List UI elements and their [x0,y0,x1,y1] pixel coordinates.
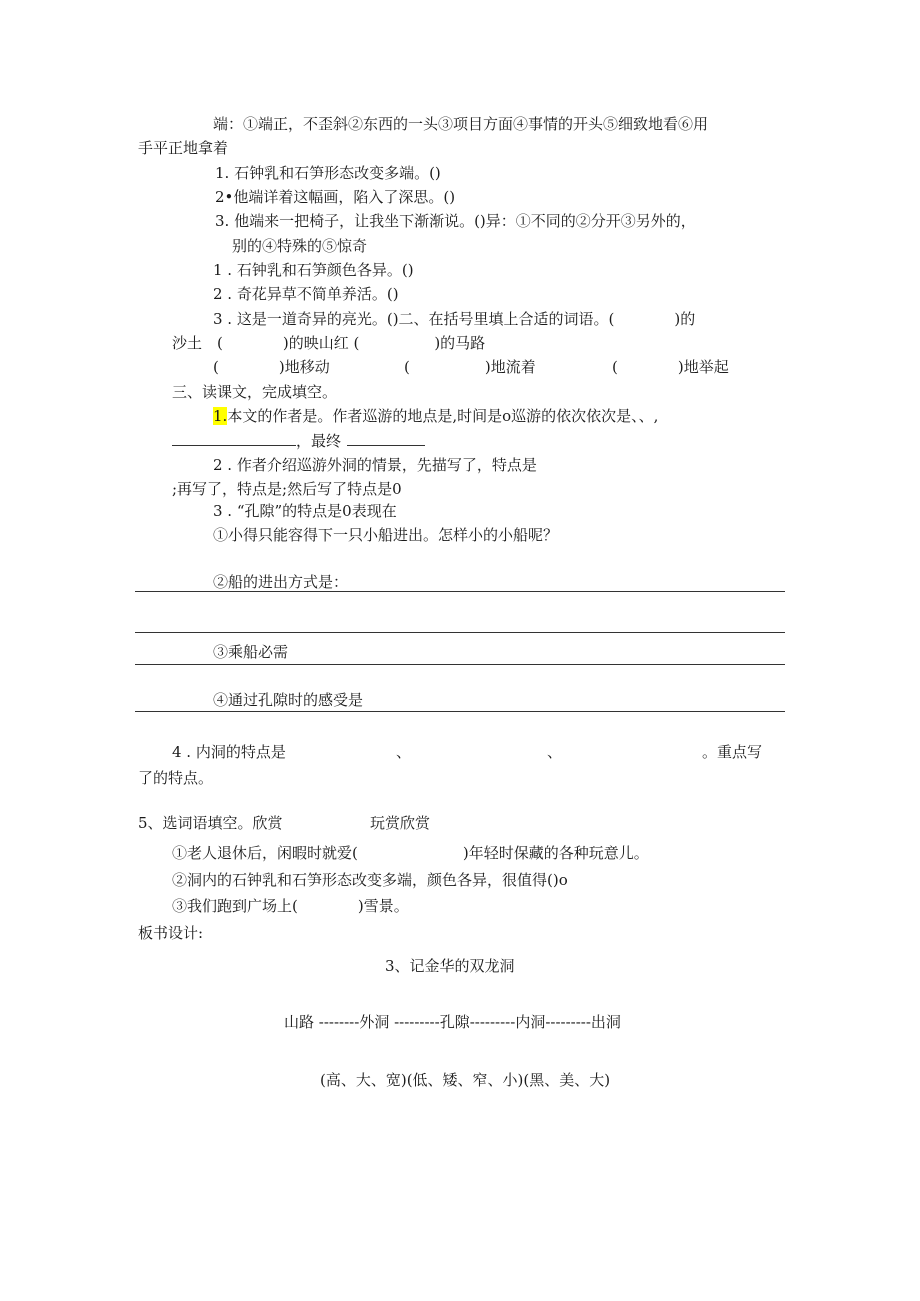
section5-sentence2: ②洞内的石钟乳和石笋形态改变多端，颜色各异，很值得()o [172,871,568,889]
board-label: 板书设计: [138,924,204,942]
section3-q2-line2: ;再写了，特点是;然后写了特点是0 [172,480,402,498]
section3-q3-line1: 3 . “孔隙”的特点是0表现在 [213,502,397,520]
yi-question-3: 3 . 这是一道奇异的亮光。()二、在括号里填上合适的词语。( )的 [213,310,696,328]
duan-question-2: 2•他端详着这幅画，陷入了深思。() [215,188,456,206]
yi-question-1: 1 . 石钟乳和石笋颜色各异。() [213,261,414,279]
yi-definitions-continued: 别的④特殊的⑤惊奇 [232,237,368,255]
duan-definition-line2: 手平正地拿着 [138,139,229,157]
fill-words-raise: ( )地举起 [612,358,729,376]
answer-rule [135,591,785,592]
blank-line [172,431,296,446]
blank-line [347,431,425,446]
answer-rule [135,632,785,633]
section3-q4-end: 。重点写 [702,743,763,761]
duan-question-3: 3. 他端来一把椅子，让我坐下渐渐说。()异：①不同的②分开③另外的， [215,212,696,230]
board-features: (高、大、宽)(低、矮、窄、小)(黑、美、大) [320,1071,611,1089]
section3-q4-sep1: 、 [396,743,412,761]
section3-q1 [213,406,658,426]
section3-q4-line2: 了的特点。 [138,769,214,787]
section3-q3-line4: ③乘船必需 [213,643,289,661]
section3-q3-line5: ④通过孔隙时的感受是 [213,691,364,709]
board-title: 3、记金华的双龙洞 [385,957,515,975]
q1-text: 本文的作者是。作者巡游的地点是,时间是o巡游的依次依次是、、, [227,407,659,425]
duan-question-1: 1. 石钟乳和石笋形态改变多端。() [215,164,441,182]
section5-options: 玩赏欣赏 [370,814,431,832]
section3-q3-line3: ②船的进出方式是： [213,573,349,591]
section3-q2-line1: 2 . 作者介绍巡游外洞的情景，先描写了，特点是 [213,456,537,474]
section5-sentence1: ①老人退休后，闲暇时就爱( )年轻时保藏的各种玩意儿。 [172,844,649,862]
section5-sentence3: ③我们跑到广场上( )雪景。 [172,897,409,915]
section3-q4-label: 4 . 内洞的特点是 [172,743,286,761]
yi-question-2: 2 . 奇花异草不简单养活。() [213,285,399,303]
q1-final-label: ，最终 [296,432,342,450]
section5-heading: 5、选词语填空。欣赏 [138,814,283,832]
fill-words-line1: 沙土 ( )的映山红 ( )的马路 [172,334,486,352]
answer-rule [135,711,785,712]
section3-heading: 三、读课文，完成填空。 [172,383,338,401]
duan-definition-line1: 端：①端正，不歪斜②东西的一头③项目方面④事情的开头⑤细致地看⑥用 [213,115,709,133]
fill-words-flow: ( )地流着 [404,358,536,376]
section3-q4-sep2: 、 [547,743,563,761]
section3-q3-line2: ①小得只能容得下一只小船进出。怎样小的小船呢？ [213,526,559,544]
section3-q1-final [172,431,425,451]
answer-rule [135,664,785,665]
board-route: 山路 --------外洞 ---------孔隙---------内洞---------出洞 [284,1013,621,1031]
fill-words-move: ( )地移动 [213,358,330,376]
q1-number-highlight: 1. [213,407,228,425]
